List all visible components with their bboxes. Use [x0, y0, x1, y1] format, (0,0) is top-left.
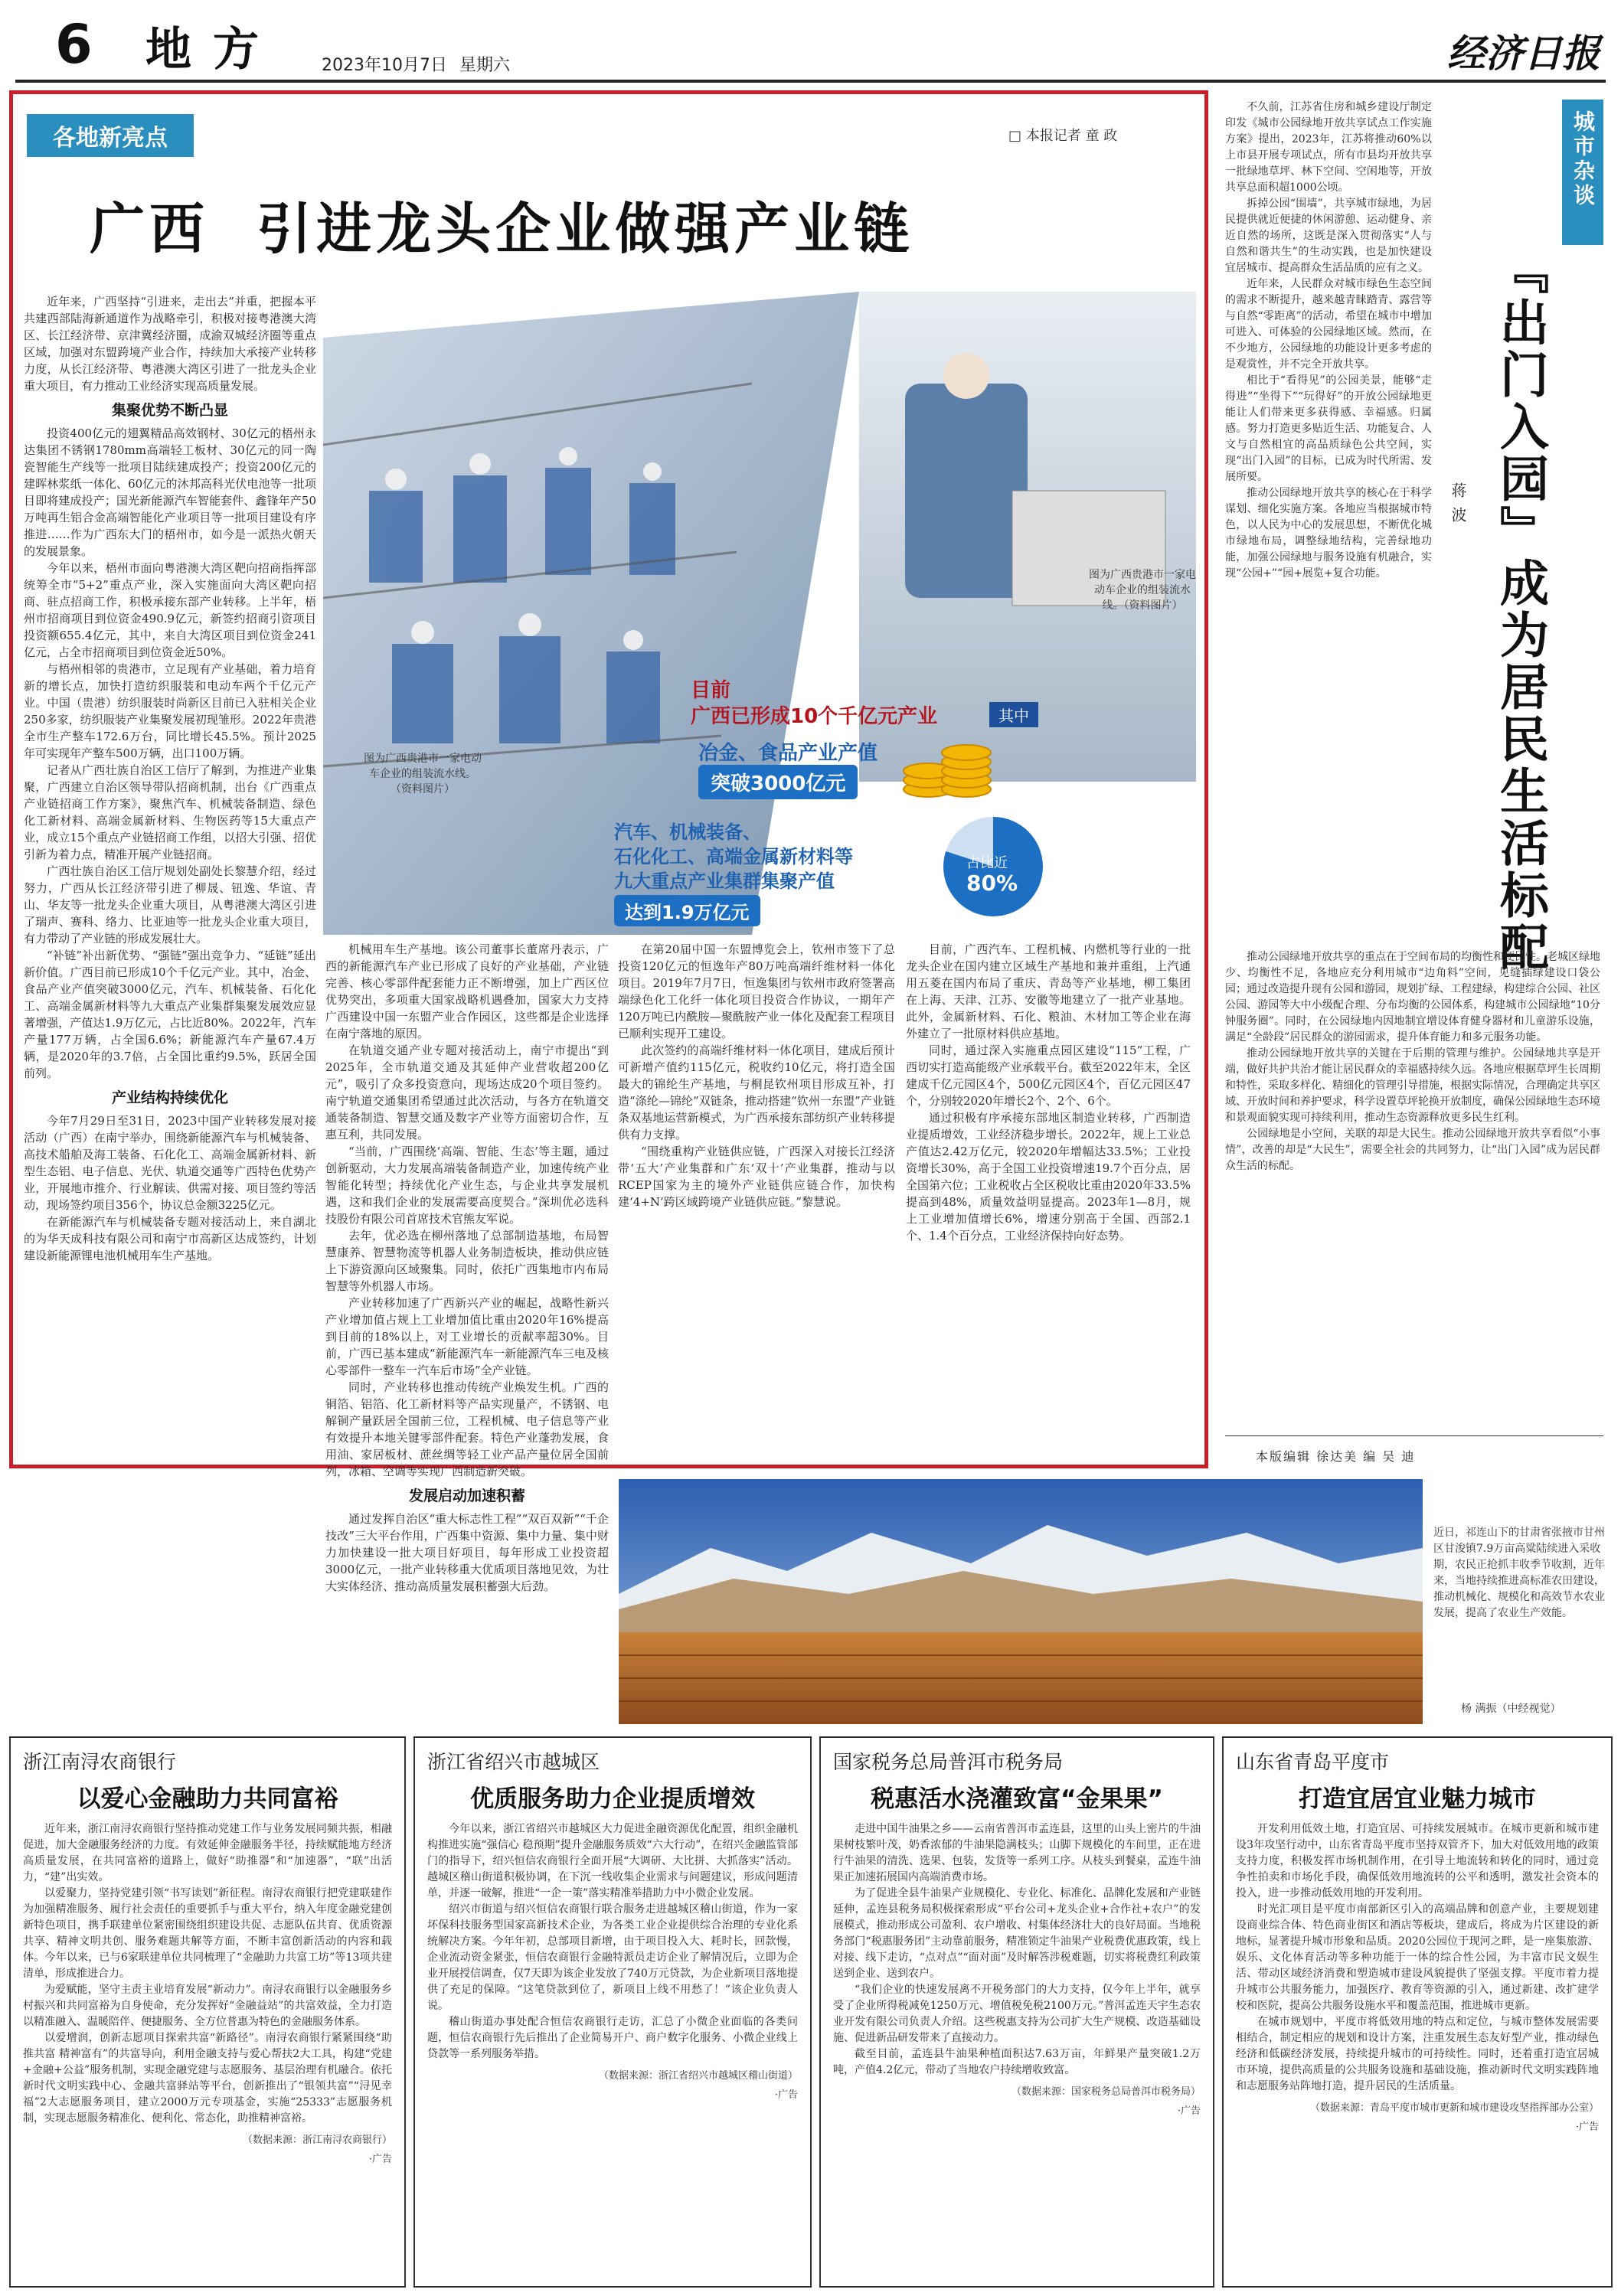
infographic [614, 674, 1181, 927]
paragraph: “围绕重构产业链供应链，广西深入对接长江经济带‘五大’产业集群和广东‘双十’产业集群，推动与以RCEP国家为主的境外产业链供应链合作，加快构建‘4+N’跨区域跨境产业链供应链。”黎慧说。 [618, 1145, 895, 1209]
subheading-2: 产业结构持续优化 [111, 1089, 228, 1106]
box-ad-label: ·广告 [368, 2154, 392, 2165]
landscape-photo [619, 1479, 1614, 1724]
box-source: （数据来源：浙江南浔农商银行） [242, 2134, 392, 2146]
info-line-6: 石化化工、高端金属新材料等 [614, 846, 853, 867]
paragraph: 以爱聚力，坚持党建引领“书写读划”新征程。南浔农商银行把党建联建作为加强精准服务、履行社会责任的重要抓手与重大平台，纳入年度金融党建创新特色项目，携手联建单位紧密围绕组织建设共促、志愿队伍共育、优质资源共享、精神文明共创、服务难题共解等方面，不断丰富创新活动的内容和载体。今年以来，已与6家联建单位共同梳理了“金融助力共富工坊”等13项共建清单，形成推进合力。 [23, 1887, 392, 1980]
paragraph: 截至目前，孟连县牛油果种植面积达7.63万亩，年鲜果产量突破1.2万吨，产值4.2亿元，带动了当地农户持续增收致富。 [833, 2048, 1201, 2076]
box-ad-label: ·广告 [1575, 2121, 1599, 2133]
paragraph: 以爱增润，创新志愿项目探索共富“新路径”。南浔农商银行紧紧围绕“助推共富 精神富有”的共富导向，利用金融支持与爱心帮扶2大工具，构建“党建+金融+公益”服务机制，实现金融党建与志愿服务、基层治理有机融合。依托新时代文明实践中心、金融共富驿站等平台，创新推出了“银领共富”“浔见幸福”2大志愿服务项目，建立2000万元专项基金，实施“25333”志愿服务机制，实现志愿服务精准化、便利化、常态化，助推精神富裕。 [23, 2032, 392, 2125]
issue-date: 2023年10月7日 [322, 56, 447, 75]
paragraph: 走进中国牛油果之乡——云南省普洱市孟连县，这里的山头上密片的牛油果树枝繁叶茂，奶香浓郁的牛油果隐满枝头；山脚下规模化的车间里，正在进行牛油果的清洗、选果、包装，发货等一系列工序。从枝头到餐桌，孟连牛油果正加速拓展国内高端消费市场。 [833, 1823, 1201, 1883]
paragraph: 机械用车生产基地。该公司董事长董席丹表示，广西的新能源汽车产业已形成了良好的产业基础，产业链完善、核心零部件配套能力正不断增强，加上广西区位优势突出，多项重大国家战略机遇叠加，国家大力支持广西建设中国一东盟产业合作园区，这些都是企业选择在南宁落地的原因。 [325, 942, 609, 1040]
section-name: 地方 [145, 23, 280, 77]
info-line-8: 达到1.9万亿元 [614, 895, 760, 926]
box-body [833, 1821, 1201, 2079]
paragraph: 目前，广西汽车、工程机械、内燃机等行业的一批龙头企业在国内建立区域生产基地和兼并重组，上汽通用五菱在国内布局了重庆、青岛等产业基地，柳工集团在上海、天津、江苏、安徽等地建立了一批产业基地。此外，金属新材料、石化、粮油、木材加工等企业在海外建立了一批原材料供应基地。 [906, 942, 1191, 1040]
header-rule [15, 80, 1606, 83]
paragraph: 今年7月29日至31日，2023中国产业转移发展对接活动（广西）在南宁举办，围绕新能源汽车与机械装备、高技术船舶及海工装备、石化化工、高端金属新材料、新型生态铝、电子信息、光伏、轨道交通等广西特色优势产业，开展地市推介、行业解读、供需对接、项目签约等活动，现场签约项目356个，协议总金额3225亿元。 [24, 1114, 316, 1212]
factory-photo [323, 292, 1196, 935]
subheading-1: 集聚优势不断凸显 [111, 402, 228, 419]
col-4 [906, 941, 1191, 1262]
coin-stack [897, 736, 997, 805]
bottom-box-4 [1222, 1736, 1613, 2288]
paragraph: 近年来，浙江南浔农商银行坚持推动党建工作与业务发展同频共振，相融促进，加大金融服务经济的力度。有效延伸金融服务半径，持续赋能地方经济高质量发展，在共同富裕的道路上，做好“助推器”和“加速器”，“联”出活力，“建”出实效。 [23, 1823, 392, 1883]
paragraph: 公园绿地是小空间，关联的却是大民生。推动公园绿地开放共享看似“小事情”，改善的却是“大民生”，需要全社会的共同努力，让“出门入园”成为居民群众生活的标配。 [1225, 1128, 1600, 1172]
paragraph: 在第20届中国一东盟博览会上，钦州市签下了总投资120亿元的恒逸年产80万吨高端纤维材料一体化项目。2019年7月7日，恒逸集团与钦州市政府签署高端绿色化工化纤一体化项目投资合作协议，一期年产120万吨已内酰胺—聚酰胺产业一体化及配套工程项目已顺利实现开工建设。 [618, 942, 895, 1040]
box-ad-label: ·广告 [1177, 2105, 1201, 2117]
info-line-2b: 其中 [989, 702, 1038, 727]
bottom-box-3 [819, 1736, 1214, 2288]
box-source: （数据来源：国家税务总局普洱市税务局） [1011, 2086, 1201, 2098]
info-line-7: 九大重点产业集群集聚产值 [614, 870, 835, 892]
photo-caption-right: 图为广西贵港市一家电动车企业的组装流水线。（资料图片） [1089, 569, 1196, 612]
paragraph: 记者从广西壮族自治区工信厅了解到，为推进产业集聚，广西建立自治区领导带队招商机制，出台《广西重点产业链招商工作方案》，聚焦汽车、机械装备制造、绿色化工新材料、高端金属新材料、生物医药等15大重点产业，成立15个重点产业链招商工作组，以招大引强、招优引新为着力点，精准开展产业链招商。 [24, 763, 316, 861]
paragraph: 与梧州相邻的贵港市，立足现有产业基础，着力培育新的增长点，加快打造纺织服装和电动车两个千亿元产业。中国（贵港）纺织服装时尚新区目前已入驻相关企业250多家，纺织服装产业集聚发展初现雏形。2022年贵港全市生产整车172.6万台，同比增长45.5%。预计2025年可实现年产整车500万辆，出口100万辆。 [24, 662, 316, 760]
box-source: （数据来源：青岛平度市城市更新和城市建设攻坚指挥部办公室） [1309, 2102, 1599, 2114]
box-body [427, 1821, 798, 2062]
page-number: 6 [55, 13, 93, 76]
info-line-1: 目前 [691, 679, 731, 702]
paragraph: 拆掉公园“围墙”，共享城市绿地，为居民提供就近便捷的休闲游憩、运动健身、亲近自然的场所，这既是深入贯彻落实“人与自然和谐共生”的生动实践，也是加快建设宜居城市、提高群众生活品质的应有之义。 [1225, 198, 1432, 274]
paragraph: 在轨道交通产业专题对接活动上，南宁市提出“到2025年，全市轨道交通及其延伸产业营收超200亿元”，吸引了众多投资意向，现场达成20个项目签约。南宁轨道交通集团希望通过此次活动，与各方在轨道交通装备制造、智慧交通及数字产业等方面密切合作，互惠互利，共同发展。 [325, 1043, 609, 1141]
paragraph: 同时，通过深入实施重点园区建设“115”工程，广西切实打造高能级产业承载平台。截至2022年末，全区建成千亿元园区4个，500亿元园区4个，百亿元园区47个，分别较2020年增长2个、2个、6个。 [906, 1043, 1191, 1108]
box-ad-label: ·广告 [774, 2089, 798, 2101]
box-org: 浙江南浔农商银行 [23, 1751, 177, 1773]
pie-label: 占比近 [966, 855, 1008, 871]
paragraph: “当前，广西围绕‘高端、智能、生态’等主题，通过创新驱动，大力发展高端装备制造产业，加速传统产业智能化转型；持续优化产业生态，与企业共享发展机遇，这和我们企业的发展需要高度契合。”深圳优必选科技股份有限公司首席技术官熊友军说。 [325, 1145, 609, 1226]
landscape-caption: 近日，祁连山下的甘肃省张掖市甘州区甘浚镇7.9万亩高粱陆续进入采收期，农民正抢抓丰收季节收割，近年来，当地持续推进高标准农田建设，推动机械化、规模化和高效节水农业发展，提高了农业生产效能。 [1433, 1527, 1605, 1619]
masthead: 经济日报 [1447, 31, 1600, 76]
paragraph: 推动公园绿地开放共享的关键在于后期的管理与维护。公园绿地共享是开端，做好共护共治才能让居民群众的幸福感持续久远。各地应根据草坪生长周期和特性，采取多样化、精细化的管理引导措施，根据实际情况，合理确定共享区域、开放时间和养护要求，科学设置草坪轮换开放制度，确保公园绿地生态环境和景观面貌实现可持续利用，推动生态资源释放更多民生红利。 [1225, 1047, 1600, 1124]
paragraph: “补链”补出新优势、“强链”强出竞争力、“延链”延出新价值。广西目前已形成10个千亿元产业。其中，冶金、食品产业产值突破3000亿元，汽车、机械装备、石化化工、高端金属新材料等九大重点产业集群集聚发展效应显著增强，产值达1.9万亿元，占比近80%。2022年，汽车产量177万辆，占全国6.6%；新能源汽车产量67.4万辆，是2020年的3.7倍，占全国比重约9.5%，跃居全国前列。 [24, 949, 316, 1080]
box-org: 山东省青岛平度市 [1236, 1751, 1390, 1773]
col-2 [325, 941, 609, 1593]
photo-caption-left: 图为广西贵港市一家电动车企业的组装流水线。（资料图片） [364, 753, 482, 795]
paragraph: 不久前，江苏省住房和城乡建设厅制定印发《城市公园绿地开放共享试点工作实施方案》提出，2023年，江苏将推动60%以上市县开展专项试点，所有市县均开放共享一批绿地草坪、林下空间、空闲地等，开放共享总面积超1000公顷。 [1225, 101, 1432, 194]
paragraph: 此次签约的高端纤维材料一体化项目，建成后预计可新增产值约115亿元，税收约10亿元，将打造全国最大的锦纶生产基地，与桐昆钦州项目形成互补，打造“涤纶—锦纶”双链条，推动搭建“钦州一东盟”产业链条双基地运营新模式，为广西承接东部纺织产业转移提供有力支撑。 [618, 1043, 895, 1141]
commentary-author: 蒋波 [1449, 482, 1467, 531]
commentary-body-top [1225, 100, 1432, 635]
box-body [23, 1821, 392, 2127]
paragraph: 投资400亿元的翅翼精品高效钢材、30亿元的梧州永达集团不锈钢1780mm高端轻工板材、30亿元的同一陶瓷智能生产线等一批项目陆续建成投产；投资200亿元的建晖林浆纸一体化、60亿元的沐邦高科光伏电池等一批项目即将建成投产；国光新能源汽车智能套件、鑫锋年产50万吨再生铝合金高端智能化产业项目等一批项目建设有序推进……作为广西东大门的梧州市，如今是一派热火朝天的发展景象。 [24, 426, 316, 558]
box-org: 国家税务总局普洱市税务局 [833, 1751, 1064, 1773]
paragraph: 开发利用低效土地，打造宜居、可持续发展城市。在城市更新和城市建设3年攻坚行动中，山东省青岛平度市坚持双管齐下，加大对低效用地的政策支持力度，积极发挥市场机制作用，在引导土地流转和转化的同时，通过竞争性拍卖和市场化手段，确保低效用地流转的公平和透明，激发社会资本的投入，进一步推动低效用地的开发利用。 [1236, 1823, 1599, 1899]
box-headline: 税惠活水浇灌致富“金果果” [871, 1785, 1163, 1813]
paragraph: 去年，优必选在柳州落地了总部制造基地，布局智慧康养、智慧物流等机器人业务制造板块，推动供应链上下游资源向区域聚集。同时，依托广西集地市内布局智慧等外机器人市场。 [325, 1229, 609, 1293]
paragraph: 推动公园绿地开放共享的重点在于空间布局的均衡性和便民性。老城区绿地少、均衡性不足，各地应充分利用城市“边角料”空间，见缝插绿建设口袋公园；通过改造提升现有公园和游园，规划扩绿、工程建绿，构建综合公园、社区公园、游园等大中小级配合理、分布均衡的公园体系，构建城市公园绿地“10分钟服务圈”。同时，在公园绿地内因地制宜增设体育健身器材和儿童游乐设施，满足“全龄段”居民群众的游园需求，提升体育能力和多元服务功能。 [1225, 951, 1600, 1043]
paragraph: 稽山街道办事处配合恒信农商银行走访，汇总了小微企业面临的各类问题，恒信农商银行先后推出了企业简易开户、商户数字化服务、小微企业线上贷款等一系列服务举措。 [427, 2016, 798, 2060]
sorghum-field-image [619, 1479, 1423, 1724]
commentary-headline: 『出门入园』成为居民生活标配 [1492, 245, 1548, 974]
pie-value: 80% [966, 870, 1018, 896]
paragraph: 在城市规划中，平度市将低效用地的特点和定位，与城市整体发展需要相结合，制定相应的规划和设计方案，注重发展生态友好型产业，推动绿色经济和低碳经济发展，持续提升城市的可持续性。同时，还着重打造宜居城市环境，提供高质量的公共服务设施和基础设施，推动新时代文明实践阵地和志愿服务站阵地打造，提升居民的生活质量。 [1236, 2016, 1599, 2092]
paragraph: 近年来，人民群众对城市绿色生态空间的需求不断提升，越来越青睐踏青、露营等与自然“零距离”的活动，希望在城市中增加可进入、可体验的公园绿地区域。然而，在不少地方，公园绿地的功能设计更多考虑的是观赏性，并不完全开放共享。 [1225, 278, 1432, 371]
paragraph: 同时，产业转移也推动传统产业焕发生机。广西的铜箔、铝箔、化工新材料等产品实现量产，不锈钢、电解铜产量跃居全国前三位，工程机械、电子信息等产业有效提升本地关键零部件配套。特色产业蓬勃发展，食用油、家居板材、蔗丝绸等轻工业产品产量位居全国前列，冰箱、空调等实现广西制造新突破。 [325, 1380, 609, 1478]
paragraph: 绍兴市街道与绍兴恒信农商银行联合服务走进越城区稽山街道，作为一家坏保科技服务型国家高新技术企业，为各类工业企业提供综合治理的专业化系统解决方案。今年年初，总部项目新增，由于项目投入大、耗时长，回款慢，企业流动资金紧张，恒信农商银行金融特派员走访企业了解情况后，立即为企业开展授信调查，仅7天即为该企业发放了740万元贷款，为企业新项目落地提供了充足的保障。“这笔贷款到位了，新项目上线不用愁了！”该企业负责人说。 [427, 1903, 798, 2012]
intro-paragraph: 近年来，广西坚持“引进来，走出去”并重，把握本平共建西部陆海新通道作为战略牵引，积极对接粤港澳大湾区、长江经济带、京津冀经济圈，成渝双城经济圈等重点区域，加强对东盟跨境产业合作，持续加大承接产业转移力度，从长江经济带、粤港澳大湾区引进了一批龙头企业重大项目，有力推动工业经济实现高质量发展。 [24, 295, 316, 393]
info-line-2: 广西已形成10个千亿元产业 [691, 705, 938, 728]
page-header [0, 0, 1621, 86]
paragraph: 产业转移加速了广西新兴产业的崛起，战略性新兴产业增加值占规上工业增加值比重由2020年16%提高到目前的18%以上，对工业增长的贡献率超30%。目前，广西已基本建成“新能源汽车一新能源汽车三电及核心零部件一整车一汽车后市场”全产业链。 [325, 1296, 609, 1377]
subheading-3: 发展启动加速积蓄 [408, 1488, 525, 1504]
paragraph: 广西壮族自治区工信厅规划处副处长黎慧介绍，经过努力，广西从长江经济带引进了柳晟、钮逸、华谊、青山、华友等一批龙头企业重大项目，从粤港澳大湾区引进了瑞声、赛科、络力、比亚迪等一批龙头企业重大项目，有力带动了产业链的形成发展壮大。 [24, 864, 316, 946]
paragraph: 在新能源汽车与机械装备专题对接活动上，来自湖北的为华天成科技有限公司和南宁市高新区达成签约，计划建设新能源锂电池机械用车生产基地。 [24, 1215, 316, 1262]
bottom-box-1 [9, 1736, 406, 2288]
commentary [1225, 100, 1608, 1508]
bottom-box-2 [413, 1736, 812, 2288]
box-body [1236, 1821, 1599, 2095]
commentary-tag-text: 城市杂谈 [1570, 110, 1596, 208]
box-headline: 以爱心金融助力共同富裕 [77, 1785, 338, 1813]
editor-credit: 本版编辑 徐达美 编 吴 迪 [1256, 1449, 1416, 1464]
byline: □ 本报记者 童 政 [1008, 128, 1118, 144]
headline: 广西 引进龙头企业做强产业链 [90, 197, 914, 261]
landscape-credit: 杨 满振（中经视觉） [1461, 1703, 1561, 1715]
issue-weekday: 星期六 [459, 56, 511, 75]
info-line-3: 冶金、食品产业产值 [698, 742, 878, 765]
paragraph: 时光汇项目是平度市南部新区引入的高端品牌和创意产业，主要规划建设商业综合体、特色商业街区和酒店等板块，建成后，将成为片区建设的新地标，显著提升城市形象和品质。2020公园位于现河之畔，是一座集旅游、娱乐、文化体育活动等多种功能于一体的综合性公园，为丰富市民文娱生活、带动区域经济消费和塑造城市建设风貌提供了坚强支撑。平度市着力提升城市公共服务能力，加强医疗、教育等资源的引入，通过新建、改扩建学校和医院，提高公共服务设施水平和覆盖范围，推进城市更新。 [1236, 1903, 1599, 2012]
paragraph: 通过发挥自治区“重大标志性工程”“双百双新”“千企技改”三大平台作用，广西集中资源、集中力量、集中财力加快建设一批大项目好项目，每年形成工业投资超3000亿元，一批产业转移重大优质项目落地见效，为壮大实体经济、推动高质量发展积蓄强大后劲。 [325, 1512, 609, 1593]
commentary-tag [1562, 100, 1603, 245]
paragraph: 相比于“看得见”的公园美景，能够“走得进”“坐得下”“玩得好”的开放公园绿地更能让人们带来更多获得感、幸福感。归属感。努力打造更多贴近生活、功能复合、人文与自然相宜的高品质绿色公共空间，实现“出门入园”的目标，已成为时代所需、发展所要。 [1225, 374, 1432, 483]
paragraph: 通过积极有序承接东部地区制造业转移，广西制造业提质增效，工业经济稳步增长。2022年，规上工业总产值达2.42万亿元，较2020年增幅达33.5%；工业投资增长30%，高于全国工业投资增速19.7个百分点，居全国第六位；工业税收占全区税收比重由2020年33.5%提高到48%，质量效益明显提高。2023年1—8月，规上工业增加值增长6%，增速分别高于全国、西部2.1个、1.4个百分点，工业经济保持向好态势。 [906, 1111, 1191, 1243]
paragraph: 为了促进全县牛油果产业规模化、专业化、标准化、品牌化发展和产业链延伸，孟连县税务局积极探索形成“平台公司+龙头企业+合作社+农户”的发展模式，推动形成公司盈利、农户增收、村集体经济壮大的良好局面。当地税务部门“税惠服务团”主动靠前服务，精准锁定牛油果产业税费优惠政策，线上对接、线下走访，“点对点”“面对面”及时解答涉税难题，切实将税费红利政策送到企业、送到农户。 [833, 1887, 1201, 1980]
paragraph: 为爱赋能，坚守主责主业培育发展“新动力”。南浔农商银行以金融服务乡村振兴和共同富裕为自身使命，充分发挥好“金融益站”的共富效益，全力打造以精准融入、温暖陪伴、便捷服务、全方位普惠为特色的金融服务体系。 [23, 1984, 392, 2028]
editor-rule [1225, 1435, 1603, 1436]
paragraph: 今年以来，浙江省绍兴市越城区大力促进金融资源优化配置，组织金融机构推进实施“强信心 稳预期”提升金融服务质效“六大行动”，在绍兴金融监管部门的指导下，绍兴恒信农商银行全面开展“大调研、大比拼、大抓落实”活动。越城区稽山街道积极协调，在下沉一线收集企业需求与问题建议，形成问题清单，并逐一破解，推进“一企一策”落实精准举措助力中小微企业发展。 [427, 1823, 798, 1899]
paragraph: 推动公园绿地开放共享的核心在于科学谋划、细化实施方案。各地应当根据城市特色，以人民为中心的发展思想，不断优化城市绿地布局，调整绿地结构，完善绿地功能，加强公园绿地与服务设施有机融合，实现“公园+”“园+展览+复合功能。 [1225, 487, 1432, 580]
info-line-4: 突破3000亿元 [698, 765, 858, 799]
col-3 [618, 941, 895, 1262]
box-source: （数据来源：浙江省绍兴市越城区稽山街道） [598, 2070, 798, 2082]
box-org: 浙江省绍兴市越城区 [427, 1751, 600, 1773]
main-article-frame [9, 90, 1208, 1593]
commentary-body-bottom [1225, 949, 1600, 1424]
col-left [24, 293, 316, 1457]
info-line-5: 汽车、机械装备、 [614, 821, 761, 843]
paragraph: 今年以来，梧州市面向粤港澳大湾区靶向招商指挥部统筹全市“5+2”重点产业，深入实施面向大湾区靶向招商、驻点招商工作，积极承接东部产业转移。上半年，梧州市招商项目到位资金490.9亿元，新签约招商引资项目投资额655.4亿元，其中，来自大湾区项目到位资金241亿元，占全市招商项目到位资金近50%。 [24, 561, 316, 659]
box-headline: 优质服务助力企业提质增效 [470, 1785, 755, 1813]
paragraph: “我们企业的快速发展离不开税务部门的大力支持，仅今年上半年，就享受了企业所得税减免1250万元、增值税免税2100万元。”普洱孟连天宇生态农业开发有限公司负责人介绍。这些税惠支持为公司扩大生产规模、改造基础设施、促进新品研发带来了直接动力。 [833, 1984, 1201, 2044]
box-headline: 打造宜居宜业魅力城市 [1299, 1785, 1536, 1813]
pie-badge [943, 817, 1043, 916]
section-tag: 各地新亮点 [27, 114, 194, 157]
